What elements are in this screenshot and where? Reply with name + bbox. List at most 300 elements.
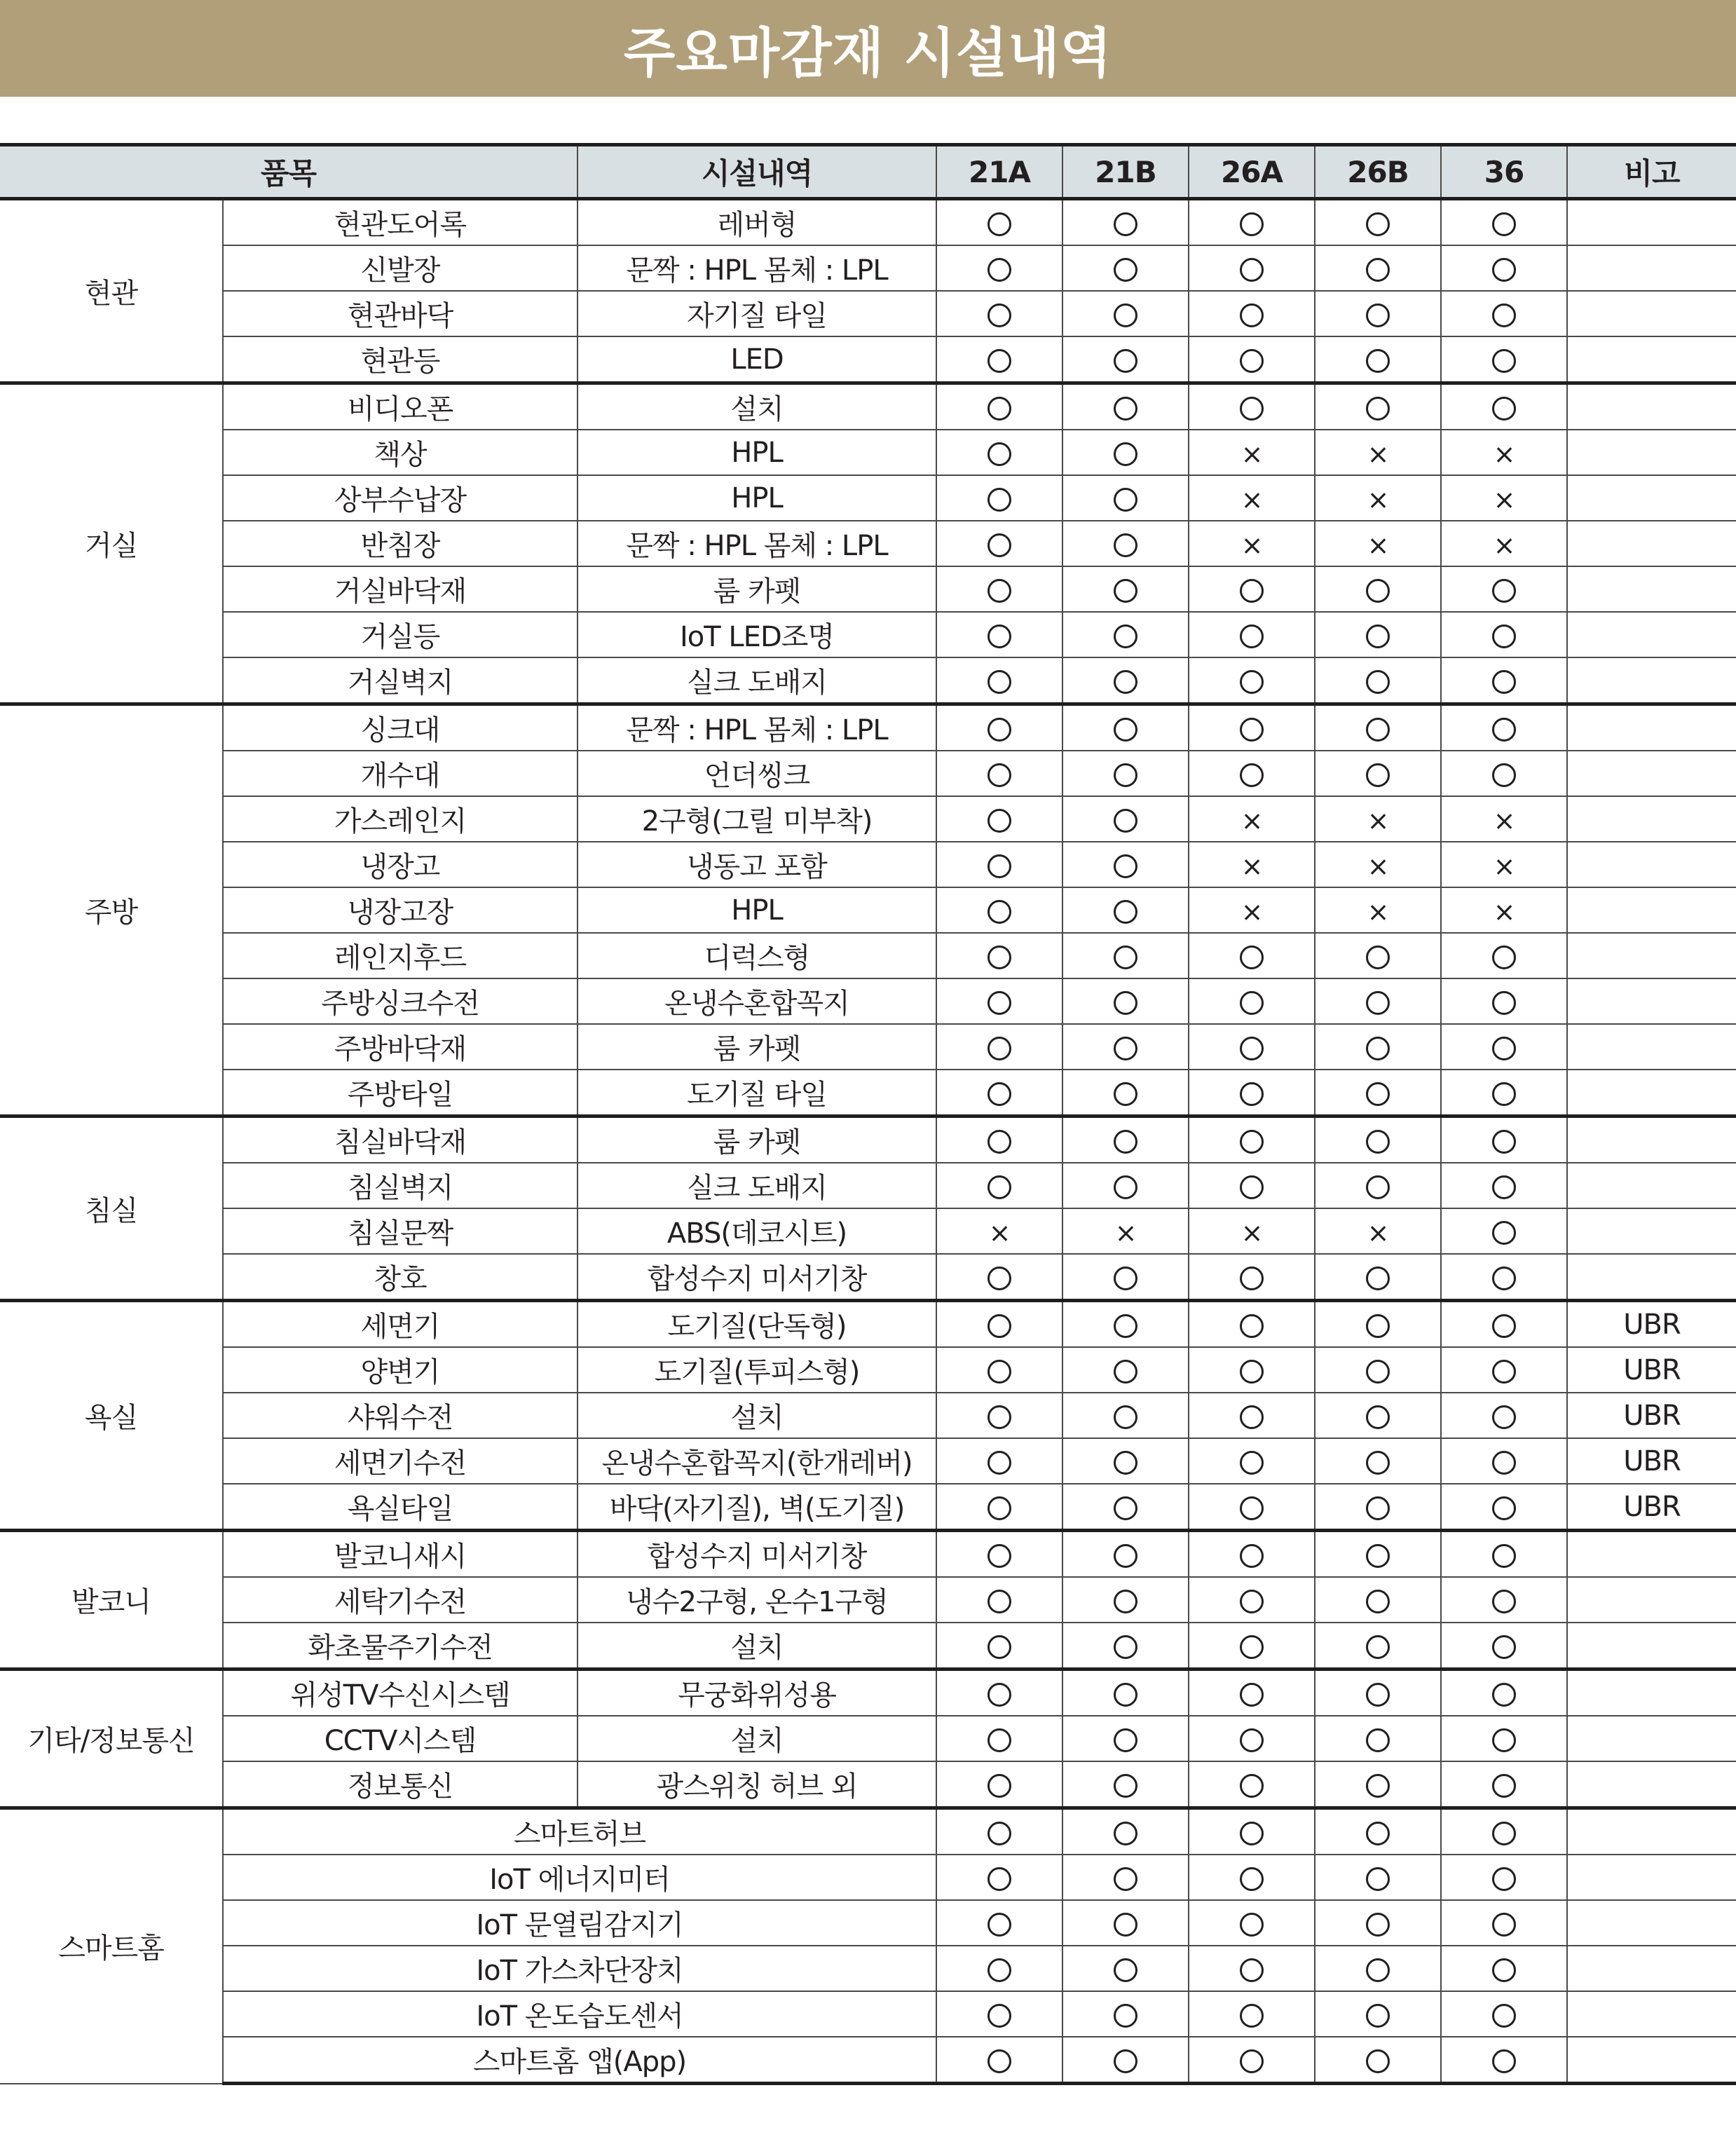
spec-cell: LED (577, 336, 936, 383)
mark-cell (1189, 430, 1315, 475)
mark-cell (1315, 475, 1441, 521)
available-circle-icon (1366, 670, 1390, 694)
mark-cell (936, 704, 1062, 751)
available-circle-icon (1366, 303, 1390, 327)
header-spec: 시설내역 (577, 145, 936, 199)
available-circle-icon (987, 1822, 1011, 1845)
mark-cell (1441, 1531, 1567, 1578)
note-cell (1567, 704, 1736, 751)
group-name: 스마트홈 (0, 1808, 223, 2084)
available-circle-icon (987, 1590, 1011, 1613)
available-circle-icon (987, 854, 1011, 878)
available-circle-icon (1114, 1405, 1137, 1429)
item-cell: 싱크대 (223, 704, 577, 751)
table-row (0, 1623, 1736, 1670)
table-row (0, 933, 1736, 978)
table-row (0, 291, 1736, 336)
mark-cell (1441, 291, 1567, 336)
available-circle-icon (1366, 397, 1390, 421)
table-row (0, 612, 1736, 657)
mark-cell (1315, 842, 1441, 887)
not-available-x-icon: × (1493, 484, 1515, 515)
mark-cell (1189, 336, 1315, 383)
mark-cell (1315, 1393, 1441, 1438)
mark-cell (1315, 1208, 1441, 1254)
available-circle-icon (1240, 2004, 1264, 2028)
mark-cell (1315, 291, 1441, 336)
available-circle-icon (1366, 1037, 1390, 1060)
note-cell (1567, 1024, 1736, 1070)
note-cell (1567, 1163, 1736, 1208)
item-cell: 현관바닥 (223, 291, 577, 336)
available-circle-icon (1114, 1496, 1137, 1520)
not-available-x-icon: × (1241, 850, 1263, 882)
item-cell: 세면기 (223, 1301, 577, 1348)
mark-cell (1189, 521, 1315, 566)
spec-cell: 실크 도배지 (577, 657, 936, 704)
note-cell (1567, 1623, 1736, 1670)
item-cell: IoT 에너지미터 (223, 1855, 936, 1900)
mark-cell (936, 1761, 1062, 1808)
mark-cell (1441, 199, 1567, 246)
available-circle-icon (1492, 212, 1516, 236)
mark-cell (1189, 1577, 1315, 1623)
item-cell: 현관도어록 (223, 199, 577, 246)
item-cell: 레인지후드 (223, 933, 577, 978)
available-circle-icon (987, 670, 1011, 694)
mark-cell (936, 566, 1062, 612)
mark-cell (936, 796, 1062, 842)
mark-cell (1062, 887, 1189, 933)
mark-cell (1189, 1163, 1315, 1208)
mark-cell (936, 657, 1062, 704)
note-cell (1567, 887, 1736, 933)
available-circle-icon (1492, 1683, 1516, 1707)
item-cell: 창호 (223, 1254, 577, 1301)
table-row (0, 430, 1736, 475)
mark-cell (1189, 1761, 1315, 1808)
available-circle-icon (1366, 1496, 1390, 1520)
mark-cell (1315, 1716, 1441, 1761)
mark-cell (1441, 1024, 1567, 1070)
table-row (0, 842, 1736, 887)
mark-cell (936, 245, 1062, 291)
note-cell (1567, 521, 1736, 566)
item-cell: 스마트허브 (223, 1808, 936, 1855)
available-circle-icon (1366, 624, 1390, 648)
available-circle-icon (1240, 1405, 1264, 1429)
table-body (0, 199, 1736, 2084)
item-cell: 신발장 (223, 245, 577, 291)
item-cell: 냉장고장 (223, 887, 577, 933)
mark-cell (1062, 521, 1189, 566)
mark-cell (936, 383, 1062, 430)
header-item: 품목 (0, 145, 577, 199)
mark-cell (1315, 336, 1441, 383)
mark-cell (1441, 612, 1567, 657)
mark-cell (1315, 1761, 1441, 1808)
available-circle-icon (1366, 1728, 1390, 1752)
available-circle-icon (987, 1496, 1011, 1520)
item-cell: 침실바닥재 (223, 1117, 577, 1163)
available-circle-icon (987, 258, 1011, 282)
mark-cell (1189, 1301, 1315, 1348)
item-cell: 침실벽지 (223, 1163, 577, 1208)
available-circle-icon (1366, 349, 1390, 373)
available-circle-icon (1366, 2049, 1390, 2073)
spec-cell: 2구형(그릴 미부착) (577, 796, 936, 842)
mark-cell (1441, 1808, 1567, 1855)
table-row (0, 751, 1736, 796)
item-cell: 냉장고 (223, 842, 577, 887)
available-circle-icon (1240, 1867, 1264, 1891)
available-circle-icon (1114, 1635, 1137, 1659)
available-circle-icon (1366, 258, 1390, 282)
available-circle-icon (987, 1037, 1011, 1060)
note-cell (1567, 1254, 1736, 1301)
note-cell (1567, 1855, 1736, 1900)
mark-cell (1189, 751, 1315, 796)
mark-cell (1315, 1438, 1441, 1484)
table-row (0, 978, 1736, 1024)
available-circle-icon (1492, 1130, 1516, 1154)
available-circle-icon (1114, 212, 1137, 236)
spec-cell: HPL (577, 887, 936, 933)
note-cell (1567, 2037, 1736, 2084)
mark-cell (1189, 1623, 1315, 1670)
note-cell (1567, 1900, 1736, 1946)
note-cell (1567, 1070, 1736, 1117)
available-circle-icon (1240, 1496, 1264, 1520)
mark-cell (1315, 751, 1441, 796)
mark-cell (1189, 796, 1315, 842)
available-circle-icon (1492, 1314, 1516, 1338)
available-circle-icon (987, 2004, 1011, 2028)
mark-cell (1062, 1808, 1189, 1855)
note-cell (1567, 566, 1736, 612)
note-cell (1567, 336, 1736, 383)
available-circle-icon (1240, 1728, 1264, 1752)
available-circle-icon (1492, 1913, 1516, 1937)
mark-cell (1441, 245, 1567, 291)
spec-cell: 설치 (577, 1716, 936, 1761)
available-circle-icon (987, 624, 1011, 648)
table-row (0, 1761, 1736, 1808)
available-circle-icon (1366, 1822, 1390, 1845)
note-cell (1567, 1117, 1736, 1163)
available-circle-icon (1240, 1590, 1264, 1613)
item-cell: 거실바닥재 (223, 566, 577, 612)
available-circle-icon (987, 488, 1011, 512)
not-available-x-icon: × (1493, 438, 1515, 470)
not-available-x-icon: × (1241, 805, 1263, 836)
available-circle-icon (1240, 670, 1264, 694)
available-circle-icon (987, 1267, 1011, 1290)
mark-cell (1315, 1808, 1441, 1855)
spec-cell: 설치 (577, 1393, 936, 1438)
note-cell: UBR (1567, 1484, 1736, 1531)
mark-cell (1315, 1670, 1441, 1716)
table-row (0, 1577, 1736, 1623)
mark-cell (1315, 1254, 1441, 1301)
available-circle-icon (1366, 579, 1390, 603)
available-circle-icon (987, 212, 1011, 236)
mark-cell (1315, 199, 1441, 246)
mark-cell (1441, 430, 1567, 475)
group-name: 발코니 (0, 1531, 223, 1670)
mark-cell (1441, 1438, 1567, 1484)
mark-cell (1315, 1900, 1441, 1946)
table-row (0, 1024, 1736, 1070)
spec-cell: 무궁화위성용 (577, 1670, 936, 1716)
group-name: 기타/정보통신 (0, 1670, 223, 1808)
mark-cell (1062, 336, 1189, 383)
mark-cell (936, 978, 1062, 1024)
available-circle-icon (1114, 442, 1137, 466)
available-circle-icon (1240, 258, 1264, 282)
spec-cell: 도기질(투피스형) (577, 1347, 936, 1393)
spec-cell: 바닥(자기질), 벽(도기질) (577, 1484, 936, 1531)
mark-cell (1441, 383, 1567, 430)
mark-cell (1062, 1900, 1189, 1946)
spec-cell: 레버형 (577, 199, 936, 246)
available-circle-icon (1114, 2004, 1137, 2028)
available-circle-icon (1492, 624, 1516, 648)
mark-cell (1062, 1623, 1189, 1670)
table-row (0, 521, 1736, 566)
mark-cell (936, 1946, 1062, 1991)
group-name: 주방 (0, 704, 223, 1117)
mark-cell (936, 1531, 1062, 1578)
note-cell (1567, 978, 1736, 1024)
note-cell (1567, 1208, 1736, 1254)
mark-cell (1315, 657, 1441, 704)
spec-cell: 도기질 타일 (577, 1070, 936, 1117)
available-circle-icon (1114, 1728, 1137, 1752)
mark-cell (1062, 2037, 1189, 2084)
available-circle-icon (1492, 1405, 1516, 1429)
available-circle-icon (1240, 1451, 1264, 1475)
mark-cell (1441, 1577, 1567, 1623)
group-name: 침실 (0, 1117, 223, 1301)
mark-cell (1315, 1623, 1441, 1670)
mark-cell (936, 1623, 1062, 1670)
mark-cell (1315, 1855, 1441, 1900)
available-circle-icon (1240, 349, 1264, 373)
available-circle-icon (1492, 1867, 1516, 1891)
not-available-x-icon: × (1493, 896, 1515, 927)
available-circle-icon (1366, 1175, 1390, 1199)
available-circle-icon (987, 1635, 1011, 1659)
mark-cell (1062, 704, 1189, 751)
table-row (0, 1855, 1736, 1900)
mark-cell (1441, 1761, 1567, 1808)
available-circle-icon (1240, 1913, 1264, 1937)
note-cell (1567, 751, 1736, 796)
available-circle-icon (1366, 1913, 1390, 1937)
available-circle-icon (1114, 670, 1137, 694)
item-cell: 주방바닥재 (223, 1024, 577, 1070)
mark-cell (1189, 1117, 1315, 1163)
table-row (0, 1900, 1736, 1946)
available-circle-icon (1240, 212, 1264, 236)
note-cell (1567, 291, 1736, 336)
mark-cell (1441, 1301, 1567, 1348)
note-cell (1567, 612, 1736, 657)
note-cell (1567, 1670, 1736, 1716)
mark-cell (936, 1577, 1062, 1623)
mark-cell (1062, 1163, 1189, 1208)
spec-cell: 온냉수혼합꼭지 (577, 978, 936, 1024)
mark-cell (936, 199, 1062, 246)
available-circle-icon (987, 1867, 1011, 1891)
available-circle-icon (987, 718, 1011, 742)
mark-cell (936, 1117, 1062, 1163)
mark-cell (1189, 1347, 1315, 1393)
mark-cell (1062, 796, 1189, 842)
available-circle-icon (1114, 1683, 1137, 1707)
not-available-x-icon: × (1367, 438, 1389, 470)
group-name: 거실 (0, 383, 223, 704)
mark-cell (1315, 1117, 1441, 1163)
mark-cell (1441, 1716, 1567, 1761)
mark-cell (1441, 1623, 1567, 1670)
available-circle-icon (987, 1958, 1011, 1982)
item-cell: IoT 문열림감지기 (223, 1900, 936, 1946)
item-cell: 현관등 (223, 336, 577, 383)
available-circle-icon (987, 900, 1011, 924)
available-circle-icon (1240, 624, 1264, 648)
available-circle-icon (1240, 2049, 1264, 2073)
table-row (0, 1670, 1736, 1716)
available-circle-icon (1492, 349, 1516, 373)
available-circle-icon (1240, 1360, 1264, 1384)
mark-cell (1441, 1484, 1567, 1531)
mark-cell (1441, 1163, 1567, 1208)
not-available-x-icon: × (1241, 529, 1263, 561)
mark-cell (1062, 1024, 1189, 1070)
note-cell: UBR (1567, 1301, 1736, 1348)
mark-cell (1189, 1484, 1315, 1531)
spec-cell: 디럭스형 (577, 933, 936, 978)
mark-cell (1315, 1946, 1441, 1991)
available-circle-icon (987, 1314, 1011, 1338)
mark-cell (1062, 1855, 1189, 1900)
table-row (0, 1208, 1736, 1254)
page-title: 주요마감재 시설내역 (623, 21, 1113, 84)
available-circle-icon (1114, 1774, 1137, 1798)
mark-cell (1315, 383, 1441, 430)
mark-cell (1062, 842, 1189, 887)
mark-cell (1441, 1070, 1567, 1117)
note-cell (1567, 383, 1736, 430)
available-circle-icon (987, 1451, 1011, 1475)
note-cell (1567, 933, 1736, 978)
table-row (0, 336, 1736, 383)
mark-cell (936, 1024, 1062, 1070)
item-cell: IoT 온도습도센서 (223, 1991, 936, 2037)
table-row (0, 1254, 1736, 1301)
item-cell: 상부수납장 (223, 475, 577, 521)
mark-cell (1062, 1301, 1189, 1348)
mark-cell (1189, 978, 1315, 1024)
available-circle-icon (1114, 1451, 1137, 1475)
available-circle-icon (1240, 1774, 1264, 1798)
mark-cell (1441, 1393, 1567, 1438)
available-circle-icon (1114, 349, 1137, 373)
available-circle-icon (1366, 1635, 1390, 1659)
mark-cell (1315, 430, 1441, 475)
available-circle-icon (1492, 1590, 1516, 1613)
available-circle-icon (987, 349, 1011, 373)
mark-cell (1189, 657, 1315, 704)
header-row (0, 145, 1736, 199)
available-circle-icon (1366, 212, 1390, 236)
available-circle-icon (1492, 2004, 1516, 2028)
mark-cell (1315, 704, 1441, 751)
mark-cell (1315, 245, 1441, 291)
available-circle-icon (1114, 854, 1137, 878)
item-cell: 책상 (223, 430, 577, 475)
not-available-x-icon: × (1493, 805, 1515, 836)
mark-cell (1062, 1484, 1189, 1531)
available-circle-icon (1492, 1267, 1516, 1290)
mark-cell (1189, 1393, 1315, 1438)
mark-cell (1062, 1946, 1189, 1991)
mark-cell (1441, 933, 1567, 978)
available-circle-icon (1492, 1544, 1516, 1568)
note-cell (1567, 657, 1736, 704)
table-row (0, 2037, 1736, 2084)
available-circle-icon (1492, 1958, 1516, 1982)
mark-cell (1315, 1024, 1441, 1070)
title-bar (0, 0, 1736, 97)
mark-cell (1062, 1577, 1189, 1623)
mark-cell (1062, 430, 1189, 475)
mark-cell (1189, 199, 1315, 246)
available-circle-icon (1114, 624, 1137, 648)
mark-cell (1189, 383, 1315, 430)
available-circle-icon (1492, 945, 1516, 969)
spec-cell: 문짝 : HPL 몸체 : LPL (577, 245, 936, 291)
mark-cell (1189, 1438, 1315, 1484)
mark-cell (1062, 1393, 1189, 1438)
available-circle-icon (1240, 1958, 1264, 1982)
available-circle-icon (1492, 1175, 1516, 1199)
not-available-x-icon: × (1367, 896, 1389, 927)
available-circle-icon (1114, 1867, 1137, 1891)
mark-cell (936, 430, 1062, 475)
available-circle-icon (1492, 397, 1516, 421)
mark-cell (1441, 2037, 1567, 2084)
available-circle-icon (1114, 533, 1137, 557)
available-circle-icon (1114, 258, 1137, 282)
mark-cell (1062, 1254, 1189, 1301)
mark-cell (1315, 1347, 1441, 1393)
available-circle-icon (1366, 1405, 1390, 1429)
note-cell: UBR (1567, 1438, 1736, 1484)
table-row (0, 1946, 1736, 1991)
available-circle-icon (987, 809, 1011, 833)
available-circle-icon (1366, 1590, 1390, 1613)
note-cell: UBR (1567, 1347, 1736, 1393)
mark-cell (1441, 1855, 1567, 1900)
not-available-x-icon: × (988, 1217, 1011, 1248)
available-circle-icon (987, 1175, 1011, 1199)
mark-cell (936, 612, 1062, 657)
available-circle-icon (987, 303, 1011, 327)
item-cell: 세면기수전 (223, 1438, 577, 1484)
